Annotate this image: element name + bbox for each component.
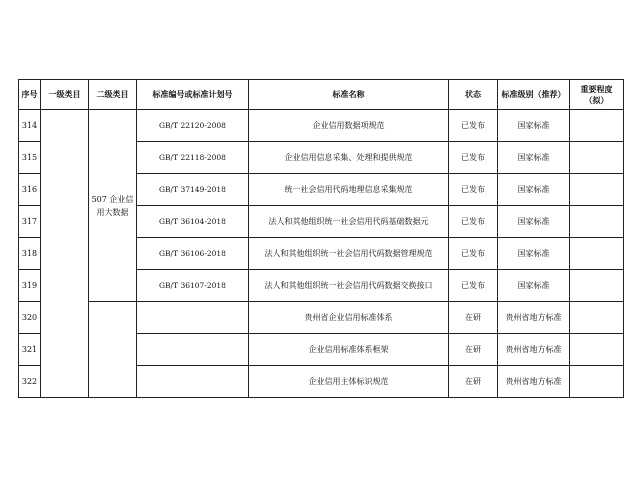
cell-level: 国家标准: [498, 174, 570, 206]
cell-code: GB/T 36107-2018: [137, 270, 249, 302]
header-importance: 重要程度（拟）: [570, 80, 624, 110]
header-name: 标准名称: [249, 80, 449, 110]
cell-status: 已发布: [449, 270, 498, 302]
cell-status: 已发布: [449, 110, 498, 142]
cell-status: 在研: [449, 302, 498, 334]
cell-seq: 317: [19, 206, 41, 238]
header-code: 标准编号或标准计划号: [137, 80, 249, 110]
cell-level: 国家标准: [498, 270, 570, 302]
cell-level: 贵州省地方标准: [498, 334, 570, 366]
cell-code: GB/T 37149-2018: [137, 174, 249, 206]
cell-level: 国家标准: [498, 110, 570, 142]
cell-status: 在研: [449, 334, 498, 366]
header-status: 状态: [449, 80, 498, 110]
cell-level: 贵州省地方标准: [498, 366, 570, 398]
cell-level: 国家标准: [498, 142, 570, 174]
cell-status: 已发布: [449, 174, 498, 206]
cell-status: 已发布: [449, 142, 498, 174]
cell-seq: 322: [19, 366, 41, 398]
cell-seq: 315: [19, 142, 41, 174]
cell-code: GB/T 36106-2018: [137, 238, 249, 270]
cell-cat2: 507 企业信用大数据: [89, 110, 137, 302]
cell-level: 国家标准: [498, 206, 570, 238]
standards-table: [18, 79, 624, 398]
cell-level: 贵州省地方标准: [498, 302, 570, 334]
cell-importance: [570, 206, 624, 238]
cell-code: [137, 366, 249, 398]
cell-name: 法人和其他组织统一社会信用代码数据管理规范: [249, 238, 449, 270]
cell-code: GB/T 22118-2008: [137, 142, 249, 174]
header-row: [19, 80, 624, 110]
cell-importance: [570, 334, 624, 366]
cell-name: 企业信用标准体系框架: [249, 334, 449, 366]
table-row: [19, 110, 624, 142]
cell-importance: [570, 302, 624, 334]
cell-importance: [570, 110, 624, 142]
cell-code: [137, 334, 249, 366]
cell-cat2-empty: [89, 302, 137, 398]
cell-status: 已发布: [449, 238, 498, 270]
cell-importance: [570, 174, 624, 206]
table-row: [19, 302, 624, 334]
header-cat2: 二级类目: [89, 80, 137, 110]
cell-name: 企业信用数据项规范: [249, 110, 449, 142]
cell-status: 已发布: [449, 206, 498, 238]
cell-level: 国家标准: [498, 238, 570, 270]
cell-code: [137, 302, 249, 334]
cell-code: GB/T 22120-2008: [137, 110, 249, 142]
cell-code: GB/T 36104-2018: [137, 206, 249, 238]
header-level: 标准级别（推荐）: [498, 80, 570, 110]
cell-name: 统一社会信用代码地理信息采集规范: [249, 174, 449, 206]
cell-name: 企业信用主体标识规范: [249, 366, 449, 398]
table-body: [19, 110, 624, 398]
cell-seq: 316: [19, 174, 41, 206]
cell-seq: 319: [19, 270, 41, 302]
cell-name: 法人和其他组织统一社会信用代码基础数据元: [249, 206, 449, 238]
cell-seq: 321: [19, 334, 41, 366]
header-seq: 序号: [19, 80, 41, 110]
cell-seq: 314: [19, 110, 41, 142]
cell-importance: [570, 238, 624, 270]
cell-importance: [570, 366, 624, 398]
cell-seq: 320: [19, 302, 41, 334]
cell-cat1: [41, 110, 89, 398]
cell-seq: 318: [19, 238, 41, 270]
header-cat1: 一级类目: [41, 80, 89, 110]
cell-name: 法人和其他组织统一社会信用代码数据交换接口: [249, 270, 449, 302]
cell-status: 在研: [449, 366, 498, 398]
cell-importance: [570, 270, 624, 302]
cell-name: 企业信用信息采集、处理和提供规范: [249, 142, 449, 174]
cell-importance: [570, 142, 624, 174]
cell-name: 贵州省企业信用标准体系: [249, 302, 449, 334]
